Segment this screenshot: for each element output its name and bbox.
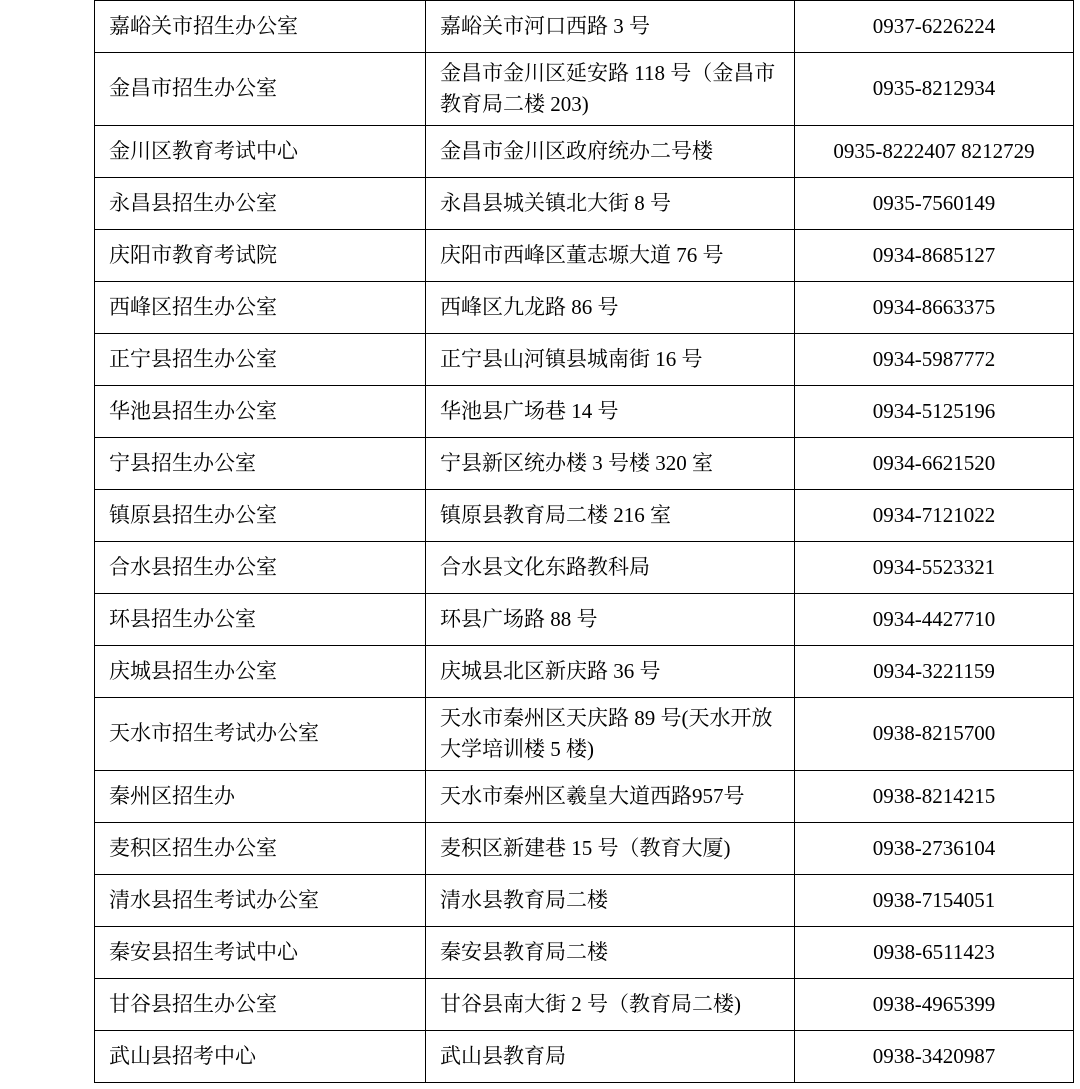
cell-address: 甘谷县南大街 2 号（教育局二楼) xyxy=(426,979,795,1031)
cell-address: 金昌市金川区延安路 118 号（金昌市教育局二楼 203) xyxy=(426,53,795,126)
table-row xyxy=(95,1,1074,53)
cell-office-name: 甘谷县招生办公室 xyxy=(95,979,426,1031)
cell-address: 秦安县教育局二楼 xyxy=(426,927,795,979)
cell-address: 武山县教育局 xyxy=(426,1031,795,1083)
cell-office-name: 嘉峪关市招生办公室 xyxy=(95,1,426,53)
cell-phone: 0934-6621520 xyxy=(795,438,1074,490)
table-row xyxy=(95,771,1074,823)
cell-address: 天水市秦州区羲皇大道西路957号 xyxy=(426,771,795,823)
cell-phone: 0938-8215700 xyxy=(795,698,1074,771)
cell-phone: 0938-4965399 xyxy=(795,979,1074,1031)
table-row xyxy=(95,542,1074,594)
table-row xyxy=(95,646,1074,698)
cell-address: 麦积区新建巷 15 号（教育大厦) xyxy=(426,823,795,875)
cell-address: 嘉峪关市河口西路 3 号 xyxy=(426,1,795,53)
table-row xyxy=(95,438,1074,490)
cell-office-name: 宁县招生办公室 xyxy=(95,438,426,490)
cell-address: 庆阳市西峰区董志塬大道 76 号 xyxy=(426,230,795,282)
cell-phone: 0934-5987772 xyxy=(795,334,1074,386)
cell-phone: 0934-3221159 xyxy=(795,646,1074,698)
cell-office-name: 华池县招生办公室 xyxy=(95,386,426,438)
table-row xyxy=(95,178,1074,230)
contact-table-body xyxy=(95,1,1074,1083)
cell-phone: 0934-5523321 xyxy=(795,542,1074,594)
table-row xyxy=(95,386,1074,438)
cell-office-name: 秦安县招生考试中心 xyxy=(95,927,426,979)
cell-address: 金昌市金川区政府统办二号楼 xyxy=(426,126,795,178)
cell-phone: 0934-5125196 xyxy=(795,386,1074,438)
cell-phone: 0938-8214215 xyxy=(795,771,1074,823)
cell-office-name: 清水县招生考试办公室 xyxy=(95,875,426,927)
table-row xyxy=(95,927,1074,979)
table-row xyxy=(95,1031,1074,1083)
table-row xyxy=(95,126,1074,178)
cell-phone: 0938-7154051 xyxy=(795,875,1074,927)
cell-office-name: 庆城县招生办公室 xyxy=(95,646,426,698)
table-row xyxy=(95,230,1074,282)
cell-address: 正宁县山河镇县城南街 16 号 xyxy=(426,334,795,386)
cell-address: 清水县教育局二楼 xyxy=(426,875,795,927)
table-row xyxy=(95,979,1074,1031)
cell-address: 宁县新区统办楼 3 号楼 320 室 xyxy=(426,438,795,490)
cell-phone: 0934-8663375 xyxy=(795,282,1074,334)
cell-office-name: 环县招生办公室 xyxy=(95,594,426,646)
cell-office-name: 天水市招生考试办公室 xyxy=(95,698,426,771)
cell-phone: 0938-6511423 xyxy=(795,927,1074,979)
cell-address: 镇原县教育局二楼 216 室 xyxy=(426,490,795,542)
cell-office-name: 金川区教育考试中心 xyxy=(95,126,426,178)
cell-phone: 0937-6226224 xyxy=(795,1,1074,53)
cell-office-name: 秦州区招生办 xyxy=(95,771,426,823)
cell-office-name: 金昌市招生办公室 xyxy=(95,53,426,126)
cell-phone: 0938-2736104 xyxy=(795,823,1074,875)
table-row xyxy=(95,490,1074,542)
cell-office-name: 合水县招生办公室 xyxy=(95,542,426,594)
table-row xyxy=(95,875,1074,927)
cell-office-name: 武山县招考中心 xyxy=(95,1031,426,1083)
cell-phone: 0934-4427710 xyxy=(795,594,1074,646)
cell-address: 庆城县北区新庆路 36 号 xyxy=(426,646,795,698)
cell-phone: 0938-3420987 xyxy=(795,1031,1074,1083)
table-row xyxy=(95,823,1074,875)
table-row xyxy=(95,53,1074,126)
cell-office-name: 正宁县招生办公室 xyxy=(95,334,426,386)
cell-office-name: 麦积区招生办公室 xyxy=(95,823,426,875)
cell-phone: 0934-8685127 xyxy=(795,230,1074,282)
cell-phone: 0935-8222407 8212729 xyxy=(795,126,1074,178)
cell-office-name: 永昌县招生办公室 xyxy=(95,178,426,230)
table-row xyxy=(95,334,1074,386)
cell-phone: 0934-7121022 xyxy=(795,490,1074,542)
cell-office-name: 西峰区招生办公室 xyxy=(95,282,426,334)
cell-address: 环县广场路 88 号 xyxy=(426,594,795,646)
cell-phone: 0935-7560149 xyxy=(795,178,1074,230)
table-row xyxy=(95,594,1074,646)
contact-table xyxy=(94,0,1074,1083)
cell-address: 天水市秦州区天庆路 89 号(天水开放大学培训楼 5 楼) xyxy=(426,698,795,771)
cell-address: 永昌县城关镇北大街 8 号 xyxy=(426,178,795,230)
table-row xyxy=(95,698,1074,771)
cell-phone: 0935-8212934 xyxy=(795,53,1074,126)
cell-address: 华池县广场巷 14 号 xyxy=(426,386,795,438)
cell-address: 西峰区九龙路 86 号 xyxy=(426,282,795,334)
table-row xyxy=(95,282,1074,334)
cell-office-name: 镇原县招生办公室 xyxy=(95,490,426,542)
cell-office-name: 庆阳市教育考试院 xyxy=(95,230,426,282)
cell-address: 合水县文化东路教科局 xyxy=(426,542,795,594)
